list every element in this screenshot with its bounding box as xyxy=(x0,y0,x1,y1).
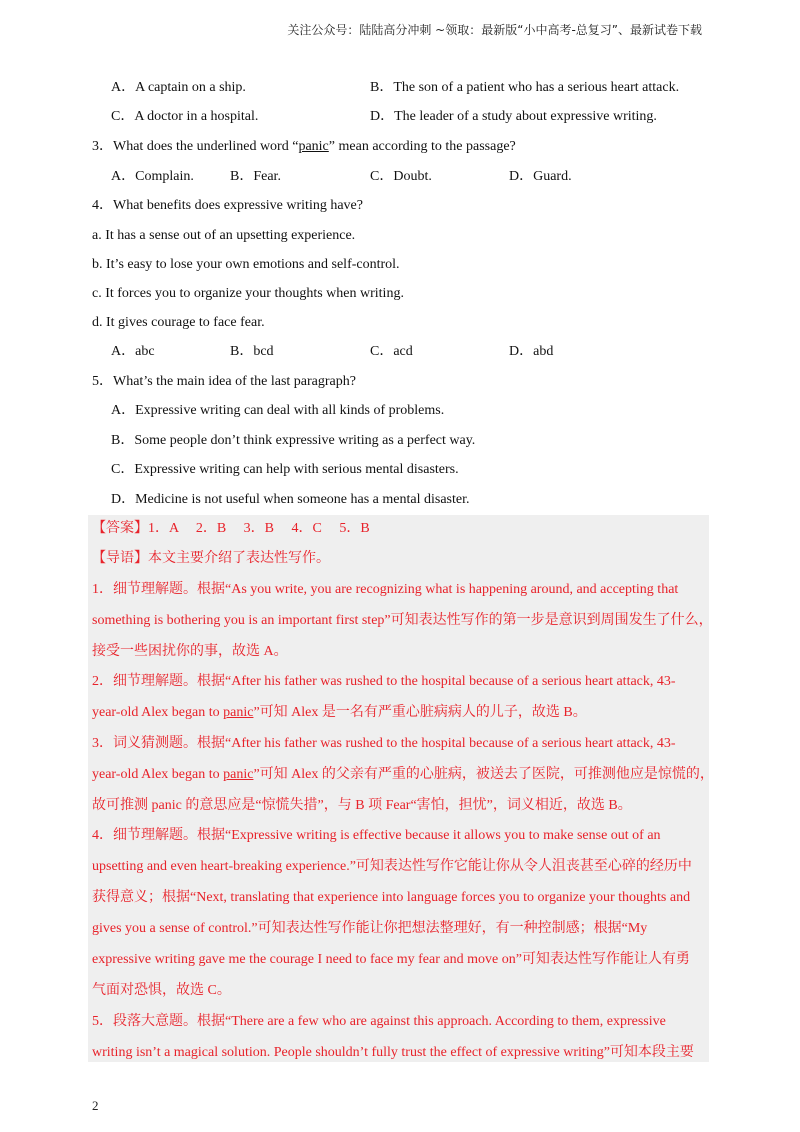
explanation-5-line-1: 5．段落大意题。根据“There are a few who are against this approach. According to them, expressive xyxy=(92,1014,666,1029)
q4-option-a: A．abc xyxy=(111,344,155,359)
page-header: 关注公众号：陆陆高分冲刺 ~领取：最新版“小中高考-总复习”、最新试卷下载 xyxy=(287,23,702,37)
q3-option-a: A．Complain. xyxy=(111,169,194,184)
page-number: 2 xyxy=(92,1098,99,1113)
explanation-2-line-2: year-old Alex began to panic”可知 Alex 是一名有严重心脏病病人的儿子，故选 B。 xyxy=(92,705,587,720)
q5-option-a: A．Expressive writing can deal with all kinds of problems. xyxy=(111,403,445,418)
q5-option-d: D．Medicine is not useful when someone has a mental disaster. xyxy=(111,492,470,507)
explanation-4-line-2: upsetting and even heart-breaking experience.”可知表达性写作它能让你从令人沮丧甚至心碎的经历中 xyxy=(92,859,692,874)
q4-item-c: c. It forces you to organize your thoughts when writing. xyxy=(92,286,404,301)
q4-option-c: C．acd xyxy=(370,344,413,359)
q3-option-c: C．Doubt. xyxy=(370,169,432,184)
q5-option-b: B．Some people don’t think expressive writing as a perfect way. xyxy=(111,433,476,448)
explanation-5-line-2: writing isn’t a magical solution. People shouldn’t fully trust the effect of expressive writing”可知本段主要 xyxy=(92,1045,694,1060)
explanation-1-line-2: something is bothering you is an important first step”可知表达性写作的第一步是意识到周围发生了什么， xyxy=(92,613,713,628)
q2-option-a: A．A captain on a ship. xyxy=(111,80,246,95)
explanation-3-line-1: 3．词义猜测题。根据“After his father was rushed to the hospital because of a serious heart attack, 43- xyxy=(92,736,676,751)
explanation-3-line-2: year-old Alex began to panic”可知 Alex 的父亲有严重的心脏病，被送去了医院，可推测他应是惊慌的， xyxy=(92,767,714,782)
q5-stem: 5．What’s the main idea of the last paragraph? xyxy=(92,374,356,389)
explanation-4-line-1: 4．细节理解题。根据“Expressive writing is effective because it allows you to make sense out of an xyxy=(92,828,661,843)
q5-option-c: C．Expressive writing can help with serious mental disasters. xyxy=(111,462,459,477)
q4-item-d: d. It gives courage to face fear. xyxy=(92,315,265,330)
explanation-4-line-6: 气面对恐惧，故选 C。 xyxy=(92,983,231,998)
q2-option-b: B．The son of a patient who has a serious heart attack. xyxy=(370,80,680,95)
q2-option-c: C．A doctor in a hospital. xyxy=(111,109,259,124)
q4-option-d: D．abd xyxy=(509,344,554,359)
explanation-2-line-1: 2．细节理解题。根据“After his father was rushed to the hospital because of a serious heart attack, 43- xyxy=(92,674,676,689)
explanation-4-line-4: gives you a sense of control.”可知表达性写作能让你把想法整理好，有一种控制感；根据“My xyxy=(92,921,648,936)
q4-item-a: a. It has a sense out of an upsetting experience. xyxy=(92,228,356,243)
underlined-word: panic xyxy=(298,139,329,154)
explanation-4-line-3: 获得意义；根据“Next, translating that experience into language forces you to organize your thoughts and xyxy=(92,890,691,905)
explanation-1-line-3: 接受一些困扰你的事，故选 A。 xyxy=(92,644,288,659)
q4-item-b: b. It’s easy to lose your own emotions and self-control. xyxy=(92,257,400,272)
explanation-4-line-5: expressive writing gave me the courage I need to face my fear and move on”可知表达性写作能让人有勇 xyxy=(92,952,690,967)
explanation-3-line-3: 故可推测 panic 的意思应是“惊慌失措”，与 B 项 Fear“害怕，担忧”，词义相近，故选 B。 xyxy=(92,798,632,813)
guide-line: 【导语】本文主要介绍了表达性写作。 xyxy=(92,551,330,566)
q3-option-b: B．Fear. xyxy=(230,169,281,184)
q2-option-d: D．The leader of a study about expressive writing. xyxy=(370,109,657,124)
answer-key: 【答案】1．A 2．B 3．B 4．C 5．B xyxy=(92,521,370,536)
q3-option-d: D．Guard. xyxy=(509,169,572,184)
q4-stem: 4．What benefits does expressive writing have? xyxy=(92,198,363,213)
q4-option-b: B．bcd xyxy=(230,344,274,359)
explanation-1-line-1: 1．细节理解题。根据“As you write, you are recognizing what is happening around, and accepting that xyxy=(92,582,679,597)
q3-stem: 3．What does the underlined word “panic” mean according to the passage? xyxy=(92,139,516,154)
